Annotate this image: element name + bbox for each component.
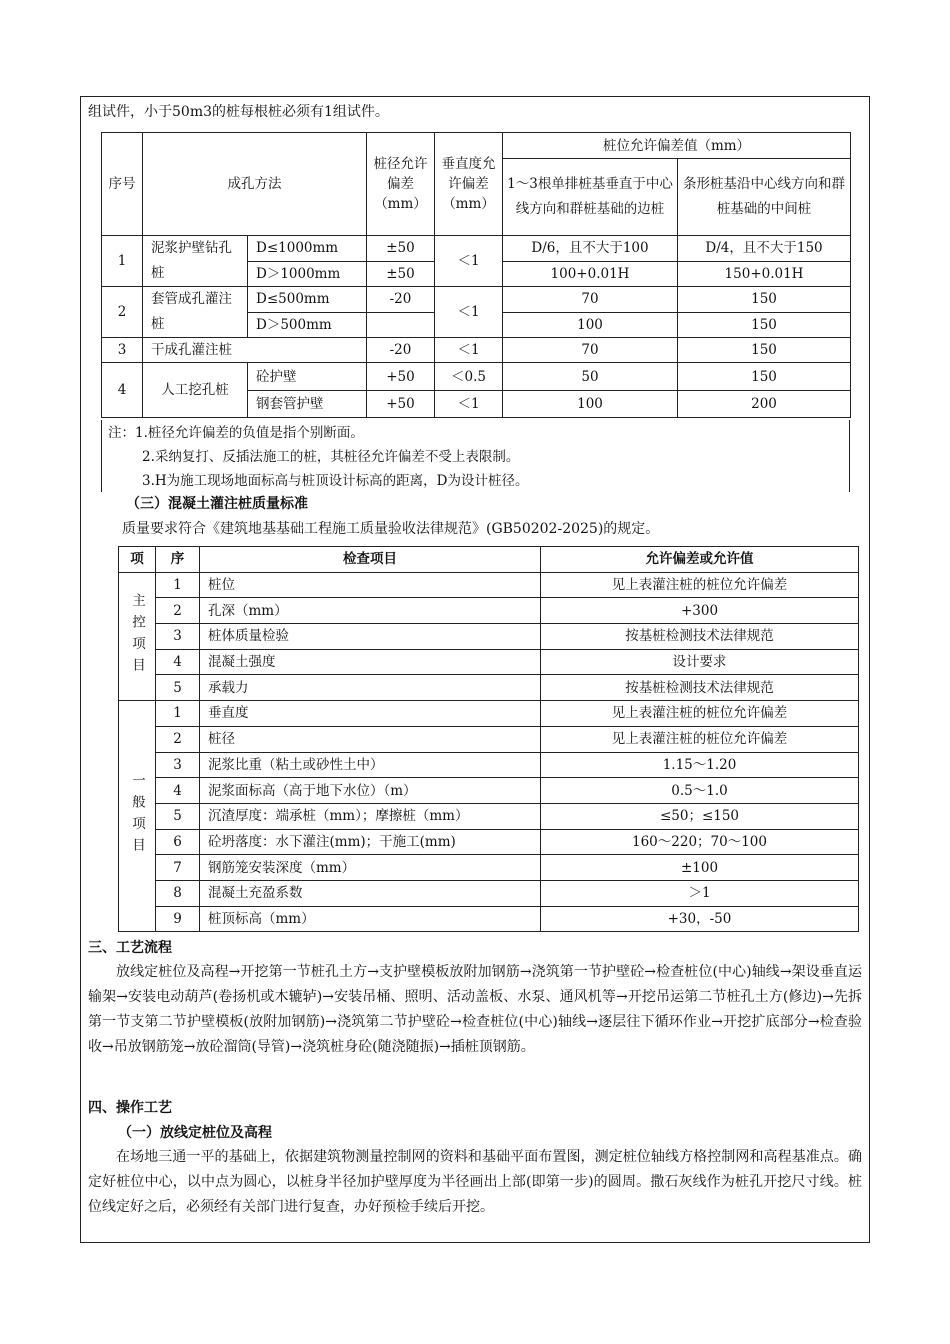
t2-allow: 0.5～1.0 (541, 778, 859, 804)
row2-b: 150 (678, 287, 851, 313)
note-2: 2.采纳复打、反插法施工的桩，其桩径允许偏差不受上表限制。 (142, 449, 520, 465)
row2-seq: 2 (102, 287, 143, 338)
row2b-b: 150 (678, 312, 851, 338)
group-main: 主控项目 (119, 572, 156, 700)
row4-cond-a: 砼护壁 (248, 363, 367, 391)
t2-seq: 2 (156, 598, 200, 624)
t2-seq: 1 (156, 572, 200, 598)
row4b-a: 100 (503, 391, 678, 418)
row1b-b: 150+0.01H (678, 261, 851, 287)
pile-deviation-table (101, 132, 851, 418)
t2-allow: 设计要求 (541, 649, 859, 675)
t2-seq: 6 (156, 829, 200, 855)
header-pos: 桩位允许偏差值（mm） (503, 133, 851, 159)
t2-seq: 7 (156, 855, 200, 881)
row4-diam-b: +50 (367, 391, 435, 418)
t2-check: 桩位 (200, 572, 541, 598)
header-vert: 垂直度允许偏差（mm） (435, 133, 503, 236)
top-line: 组试件，小于50m3的桩每根桩必须有1组试件。 (88, 104, 389, 120)
row2b-a: 100 (503, 312, 678, 338)
t2-seq: 5 (156, 803, 200, 829)
t2-header-allow: 允许偏差或允许值 (541, 547, 859, 573)
t2-check: 泥浆面标高（高于地下水位）（m） (200, 778, 541, 804)
row3-seq: 3 (102, 338, 143, 363)
t2-allow: +300 (541, 598, 859, 624)
row4-a: 50 (503, 363, 678, 391)
row1b-a: 100+0.01H (503, 261, 678, 287)
t2-seq: 9 (156, 906, 200, 932)
row2-vert: ＜1 (435, 287, 503, 338)
t2-header-check: 检查项目 (200, 547, 541, 573)
t2-header-seq: 序 (156, 547, 200, 573)
row3-a: 70 (503, 338, 678, 363)
t2-allow: 160～220；70～100 (541, 829, 859, 855)
t2-allow: 1.15～1.20 (541, 752, 859, 778)
t2-check: 桩体质量检验 (200, 624, 541, 650)
row2-diam-b (367, 312, 435, 338)
row1-a: D/6，且不大于100 (503, 236, 678, 262)
row4-seq: 4 (102, 363, 143, 418)
t2-allow: 按基桩检测技术法律规范 (541, 624, 859, 650)
sub1-title: （一）放线定桩位及高程 (118, 1125, 272, 1141)
row1-cond-a: D≤1000mm (248, 236, 367, 262)
t2-header-item: 项 (119, 547, 156, 573)
t2-check: 钢筋笼安装深度（mm） (200, 855, 541, 881)
note-1: 注：1.桩径允许偏差的负值是指个别断面。 (108, 425, 364, 441)
row1-cond-b: D＞1000mm (248, 261, 367, 287)
t2-check: 桩径 (200, 726, 541, 752)
t2-check: 承载力 (200, 675, 541, 701)
row2-cond-a: D≤500mm (248, 287, 367, 313)
header-seq: 序号 (102, 133, 143, 236)
header-method: 成孔方法 (143, 133, 367, 236)
section3-desc: 质量要求符合《建筑地基基础工程施工质量验收法律规范》(GB50202-2025)的规定。 (122, 521, 660, 537)
row3-b: 150 (678, 338, 851, 363)
t2-check: 混凝土强度 (200, 649, 541, 675)
section3-title: （三）混凝土灌注桩质量标准 (126, 496, 308, 512)
t2-check: 垂直度 (200, 701, 541, 727)
row2-cond-b: D＞500mm (248, 312, 367, 338)
header-pos-b: 条形桩基沿中心线方向和群桩基础的中间桩 (678, 159, 851, 236)
row2-method: 套管成孔灌注桩 (143, 287, 248, 338)
row4-diam-a: +50 (367, 363, 435, 391)
t2-seq: 5 (156, 675, 200, 701)
row2-a: 70 (503, 287, 678, 313)
header-pos-a: 1～3根单排桩基垂直于中心线方向和群桩基础的边桩 (503, 159, 678, 236)
t2-seq: 2 (156, 726, 200, 752)
t2-allow: +30，-50 (541, 906, 859, 932)
row4-method: 人工挖孔桩 (143, 363, 248, 418)
row4b-b: 200 (678, 391, 851, 418)
t2-seq: 1 (156, 701, 200, 727)
t2-allow: ±100 (541, 855, 859, 881)
row4-cond-b: 钢套管护壁 (248, 391, 367, 418)
t2-check: 孔深（mm） (200, 598, 541, 624)
group-general: 一般项目 (119, 701, 156, 932)
row1-seq: 1 (102, 236, 143, 287)
t2-seq: 4 (156, 649, 200, 675)
row4-vert-b: ＜1 (435, 391, 503, 418)
t2-check: 沉渣厚度：端承桩（mm）；摩擦桩（mm） (200, 803, 541, 829)
row2-diam-a: -20 (367, 287, 435, 313)
t2-check: 砼坍落度：水下灌注(mm)；干施工(mm) (200, 829, 541, 855)
row3-diam: -20 (367, 338, 435, 363)
t2-allow: 见上表灌注桩的桩位允许偏差 (541, 572, 859, 598)
row1-diam-a: ±50 (367, 236, 435, 262)
t2-check: 混凝土充盈系数 (200, 880, 541, 906)
t2-seq: 3 (156, 752, 200, 778)
t2-allow: 见上表灌注桩的桩位允许偏差 (541, 701, 859, 727)
t2-allow: 见上表灌注桩的桩位允许偏差 (541, 726, 859, 752)
t2-seq: 4 (156, 778, 200, 804)
sub1-text: 在场地三通一平的基础上，依据建筑物测量控制网的资料和基础平面布置图，测定桩位轴线方格控制网和高程基准点。确定好桩位中心，以中点为圆心，以桩身半径加护壁厚度为半径画出上部(即第一步)的圆周。撒石灰线作为桩孔开挖尺寸线。桩位线定好之后，必须经有关部门进行复查，办好预检手续后开挖。 (88, 1149, 862, 1215)
t2-allow: ≤50；≤150 (541, 803, 859, 829)
row4-b: 150 (678, 363, 851, 391)
section-three-text: 放线定桩位及高程→开挖第一节桩孔土方→支护壁模板放附加钢筋→浇筑第一节护壁砼→检查桩位(中心)轴线→架设垂直运输架→安装电动葫芦(卷扬机或木辘轳)→安装吊桶、照明、活动盖板、水泵、通风机等→开挖吊运第二节桩孔土方(修边)→先拆第一节支第二节护壁模板(放附加钢筋)→浇筑第二节护壁砼→检查桩位(中心)轴线→逐层往下循环作业→开挖扩底部分→检查验收→吊放钢筋笼→放砼溜筒(导管)→浇筑桩身砼(随浇随振)→插桩顶钢筋。 (88, 964, 862, 1055)
note-3: 3.H为施工现场地面标高与桩顶设计标高的距离，D为设计桩径。 (142, 473, 529, 489)
row4-vert-a: ＜0.5 (435, 363, 503, 391)
row1-b: D/4，且不大于150 (678, 236, 851, 262)
t2-allow: 按基桩检测技术法律规范 (541, 675, 859, 701)
section-three-title: 三、工艺流程 (88, 940, 172, 956)
row3-method: 干成孔灌注桩 (143, 338, 367, 363)
quality-standard-table (118, 546, 859, 932)
row1-method: 泥浆护壁钻孔桩 (143, 236, 248, 287)
row1-diam-b: ±50 (367, 261, 435, 287)
row3-vert: ＜1 (435, 338, 503, 363)
row1-vert: ＜1 (435, 236, 503, 287)
t2-seq: 8 (156, 880, 200, 906)
t2-check: 桩顶标高（mm） (200, 906, 541, 932)
t2-check: 泥浆比重（粘土或砂性土中） (200, 752, 541, 778)
header-diam: 桩径允许偏差（mm） (367, 133, 435, 236)
section-four-title: 四、操作工艺 (88, 1100, 172, 1116)
t2-seq: 3 (156, 624, 200, 650)
t2-allow: ＞1 (541, 880, 859, 906)
